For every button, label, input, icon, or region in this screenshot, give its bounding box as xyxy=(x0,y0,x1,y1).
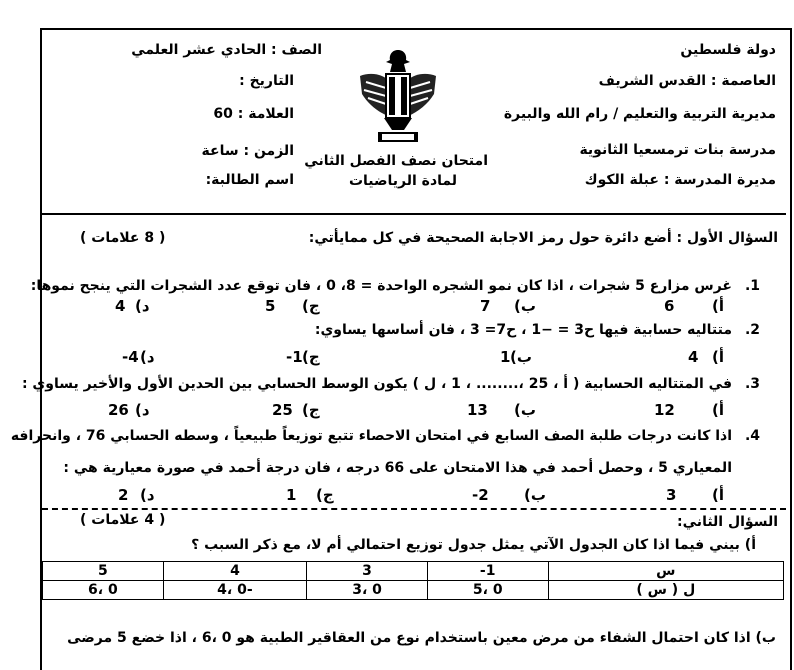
q1-divider xyxy=(42,508,786,510)
table-cell: 4 xyxy=(163,562,307,581)
q1-item4-option-d-label: د) xyxy=(140,486,155,504)
q1-item3-option-b-value: 13 xyxy=(467,401,488,419)
header-grade: الصف : الحادي عشر العلمي xyxy=(131,42,322,58)
q1-item4-text: اذا كانت درجات طلبة الصف السابع في امتحان الاحصاء تتبع توزيعاً طبيعياً ، وسطه الحسابي 76 ، وانحرافه xyxy=(10,428,732,444)
q1-item1-option-b-label: ب) xyxy=(514,297,536,315)
q1-item2-number: .2 xyxy=(744,322,760,338)
header-country: دولة فلسطين xyxy=(680,42,776,58)
q2-part-b: ب) اذا كان احتمال الشفاء من مرض معين باستخدام نوع من العقاقير الطبية هو 0 ،6 ، اذا خضع 5 مرضى xyxy=(67,630,776,646)
q1-item3-option-a-label: أ) xyxy=(712,401,724,419)
header-directorate: مديرية التربية والتعليم / رام الله والبيرة xyxy=(503,106,776,122)
q1-item3-number: .3 xyxy=(744,376,760,392)
q1-item4-number: .4 xyxy=(744,428,760,444)
q1-item3-option-c-label: ج) xyxy=(302,401,320,419)
table-cell: 5 xyxy=(43,562,164,581)
q1-item2-option-a-label: أ) xyxy=(712,348,724,366)
q1-item1-option-c-label: ج) xyxy=(302,297,320,315)
q1-marks: ( 8 علامات ) xyxy=(80,230,166,246)
q1-item4-option-b-value: -2 xyxy=(472,486,489,504)
q1-item4-option-a-value: 3 xyxy=(666,486,677,504)
q1-item4-text-cont: المعياري 5 ، وحصل أحمد في هذا الامتحان على 66 درجه ، فان درجة أحمد في صورة معيارية هي : xyxy=(63,460,732,476)
q1-item1-option-a-value: 6 xyxy=(664,297,675,315)
q2-title: السؤال الثاني: xyxy=(677,514,778,530)
table-cell: 0 ،3 xyxy=(307,581,428,600)
q1-item1-option-a-label: أ) xyxy=(712,297,724,315)
q1-item2-text: متتاليه حسابية فيها ح3 = −1 ، ح7= 3 ، فان أساسها يساوي: xyxy=(314,322,732,338)
header-capital: العاصمة : القدس الشريف xyxy=(598,73,776,89)
q1-item2-option-d-value: -4 xyxy=(122,348,139,366)
q2-part-a: أ) بيني فيما اذا كان الجدول الآتي يمثل جدول توزيع احتمالي أم لا، مع ذكر السبب ؟ xyxy=(191,537,756,553)
q1-item1-option-b-value: 7 xyxy=(480,297,491,315)
table-cell: -0 ،4 xyxy=(163,581,307,600)
q1-item1-number: .1 xyxy=(744,278,760,294)
q1-item4-option-c-label: ج) xyxy=(316,486,334,504)
q1-item1-option-c-value: 5 xyxy=(265,297,276,315)
q1-item2-option-b-value: 1 xyxy=(500,348,511,366)
table-row-x xyxy=(43,562,784,581)
q1-item1-option-d-label: د) xyxy=(135,297,150,315)
q1-item3-text: في المتتاليه الحسابية ( أ ، 25 ،........ ، 1 ، ل ) يكون الوسط الحسابي بين الحدين الأول والأخير يساوي : xyxy=(21,376,732,392)
q1-item2-option-d-label: د) xyxy=(140,348,155,366)
probability-table xyxy=(42,561,784,600)
header-date: التاريخ : xyxy=(239,73,294,89)
q1-item4-option-a-label: أ) xyxy=(712,486,724,504)
eagle-emblem-icon xyxy=(356,46,440,144)
q1-item3-option-b-label: ب) xyxy=(514,401,536,419)
header-principal: مديرة المدرسة : عبلة الكوك xyxy=(584,172,776,188)
q1-item3-option-d-value: 26 xyxy=(108,401,129,419)
q1-item4-option-b-label: ب) xyxy=(524,486,546,504)
q1-title: السؤال الأول : أضع دائرة حول رمز الاجابة الصحيحة في كل ممايأتي: xyxy=(308,230,778,246)
header-duration: الزمن : ساعة xyxy=(201,143,294,159)
table-cell: 3 xyxy=(307,562,428,581)
q1-item2-option-a-value: 4 xyxy=(688,348,699,366)
q1-item2-option-c-label: ج) xyxy=(302,348,320,366)
q1-item3-option-a-value: 12 xyxy=(654,401,675,419)
q1-item1-option-d-value: 4 xyxy=(115,297,126,315)
table-row-p xyxy=(43,581,784,600)
header-student-name: اسم الطالبة: xyxy=(205,172,294,188)
q1-item3-option-c-value: 25 xyxy=(272,401,293,419)
q2-marks: ( 4 علامات ) xyxy=(80,512,166,528)
table-cell: -1 xyxy=(427,562,548,581)
header-divider xyxy=(42,213,786,215)
table-cell: 0 ،5 xyxy=(427,581,548,600)
header-school: مدرسة بنات ترمسعيا الثانوية xyxy=(579,142,776,158)
q1-item2-option-b-label: ب) xyxy=(510,348,532,366)
exam-subject: لمادة الرياضيات xyxy=(348,173,458,189)
table-cell: 0 ،6 xyxy=(43,581,164,600)
q1-item4-option-c-value: 1 xyxy=(286,486,297,504)
q1-item2-option-c-value: -1 xyxy=(286,348,303,366)
table-header-x: س xyxy=(548,562,783,581)
exam-title: امتحان نصف الفصل الثاني xyxy=(304,153,488,169)
q1-item4-option-d-value: 2 xyxy=(118,486,129,504)
table-header-p: ل ( س ) xyxy=(548,581,783,600)
header-marks: العلامة : 60 xyxy=(213,106,294,122)
q1-item1-text: غرس مزارع 5 شجرات ، اذا كان نمو الشجره الواحدة = 8، 0 ، فان توقع عدد الشجرات التي ينجح نموها: xyxy=(30,278,732,294)
q1-item3-option-d-label: د) xyxy=(135,401,150,419)
